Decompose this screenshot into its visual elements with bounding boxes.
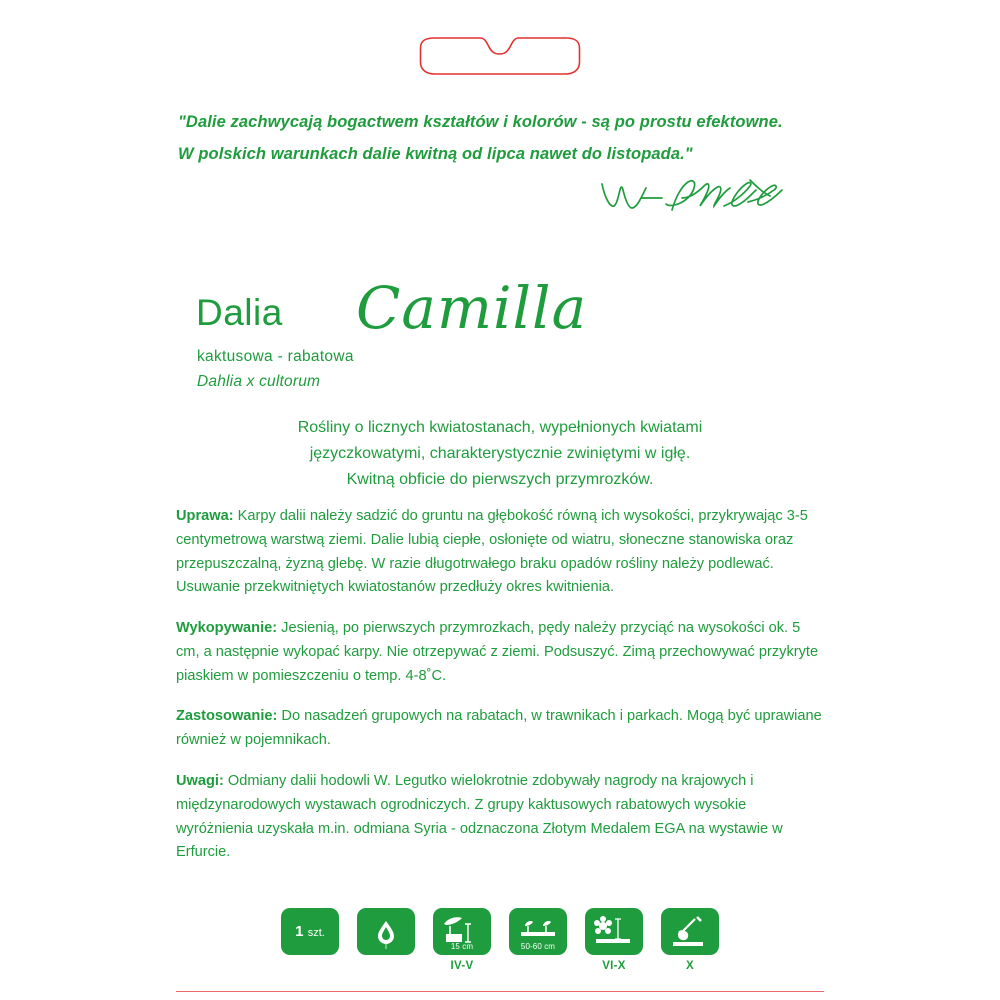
section-text: Jesienią, po pierwszych przymrozkach, pędy należy przyciąć na wysokości ok. 5 cm, a następnie wykopać karpy. Nie otrzepywać z ziemi. Podsuszyć. Zimą przechowywać przykryte piaskiem w pomieszczeniu o temp. 4-8˚C. <box>176 620 819 684</box>
section-text: Odmiany dalii hodowli W. Legutko wielokrotnie zdobywały nagrody na krajowych i międzynarodowych wystawach ogrodniczych. Z grupy kaktusowych rabatowych wysokie wyróżnienia uzyskała m.in. odmiana Syria - odznaczona Złotym Medalem EGA na wystawie w Erfurcie. <box>176 773 783 861</box>
pictogram-planting-depth <box>433 908 491 974</box>
section-label: Zastosowanie: <box>176 708 278 725</box>
watering-icon <box>357 908 415 955</box>
section-wykopywanie <box>176 617 824 688</box>
plant-cultivar: Camilla <box>356 274 588 342</box>
plant-subtype: kaktusowa - rabatowa <box>197 348 354 365</box>
pictogram-spacing <box>509 908 567 974</box>
section-zastosowanie <box>176 705 824 753</box>
section-text: Karpy dalii należy sadzić do gruntu na głębokość równą ich wysokości, przykrywając 3-5 centymetrową warstwą ziemi. Dalie lubią ciepłe, osłonięte od wiatru, słoneczne stanowiska oraz przepuszczalną, żyzną glebę. W razie długotrwałego braku opadów rośliny należy podlewać. Usuwanie przekwitniętych kwiatostanów przedłuży okres kwitnienia. <box>176 508 808 596</box>
digging-out-icon <box>661 908 719 955</box>
flowering-period-icon <box>585 908 643 955</box>
intro-line-1: Rośliny o licznych kwiatostanach, wypełnionych kwiatami <box>297 419 703 436</box>
bottom-cut-line <box>176 991 824 992</box>
quote-line-1: "Dalie zachwycają bogactwem kształtów i kolorów - są po prostu efektowne. <box>178 113 783 131</box>
section-text: Do nasadzeń grupowych na rabatach, w trawnikach i parkach. Mogą być uprawiane również w pojemnikach. <box>176 708 822 749</box>
section-label: Wykopywanie: <box>176 620 278 637</box>
plant-intro <box>150 415 850 493</box>
plant-latin-name: Dahlia x cultorum <box>197 373 321 390</box>
pictogram-watering <box>357 908 415 974</box>
watering-inner-label: I <box>384 942 388 951</box>
intro-line-2: języczkowatymi, charakterystycznie zwiniętymi w igłę. <box>309 444 691 462</box>
section-label: Uprawa: <box>176 508 234 524</box>
section-uprawa <box>176 505 824 600</box>
intro-line-3: Kwitną obficie do pierwszych przymrozków. <box>346 470 654 488</box>
quote-line-2: W polskich warunkach dalie kwitną od lipca nawet do listopada." <box>178 145 693 164</box>
quantity-icon <box>281 908 339 955</box>
digging-out-caption: X <box>686 960 694 972</box>
hanger-cutout <box>413 36 588 78</box>
plant-genus: Dalia <box>196 292 283 333</box>
planting-depth-caption: IV-V <box>450 960 474 972</box>
planting-depth-icon <box>433 908 491 955</box>
pictogram-digging-out <box>661 908 719 974</box>
quote-block <box>178 106 878 170</box>
signature-icon <box>598 168 818 228</box>
flowering-caption: VI-X <box>602 960 626 972</box>
pictogram-quantity <box>281 908 339 974</box>
spacing-inner-label: 50-60 cm <box>520 942 556 951</box>
pictogram-strip <box>0 908 1000 974</box>
pictogram-flowering <box>585 908 643 974</box>
care-instructions <box>176 505 824 882</box>
spacing-icon <box>509 908 567 955</box>
section-label: Uwagi: <box>176 773 224 790</box>
quantity-value: 1 <box>295 923 304 940</box>
quantity-unit: szt. <box>307 927 325 939</box>
section-uwagi <box>176 770 824 865</box>
planting-depth-inner-label: 15 cm <box>450 942 474 951</box>
plant-title <box>196 274 896 352</box>
